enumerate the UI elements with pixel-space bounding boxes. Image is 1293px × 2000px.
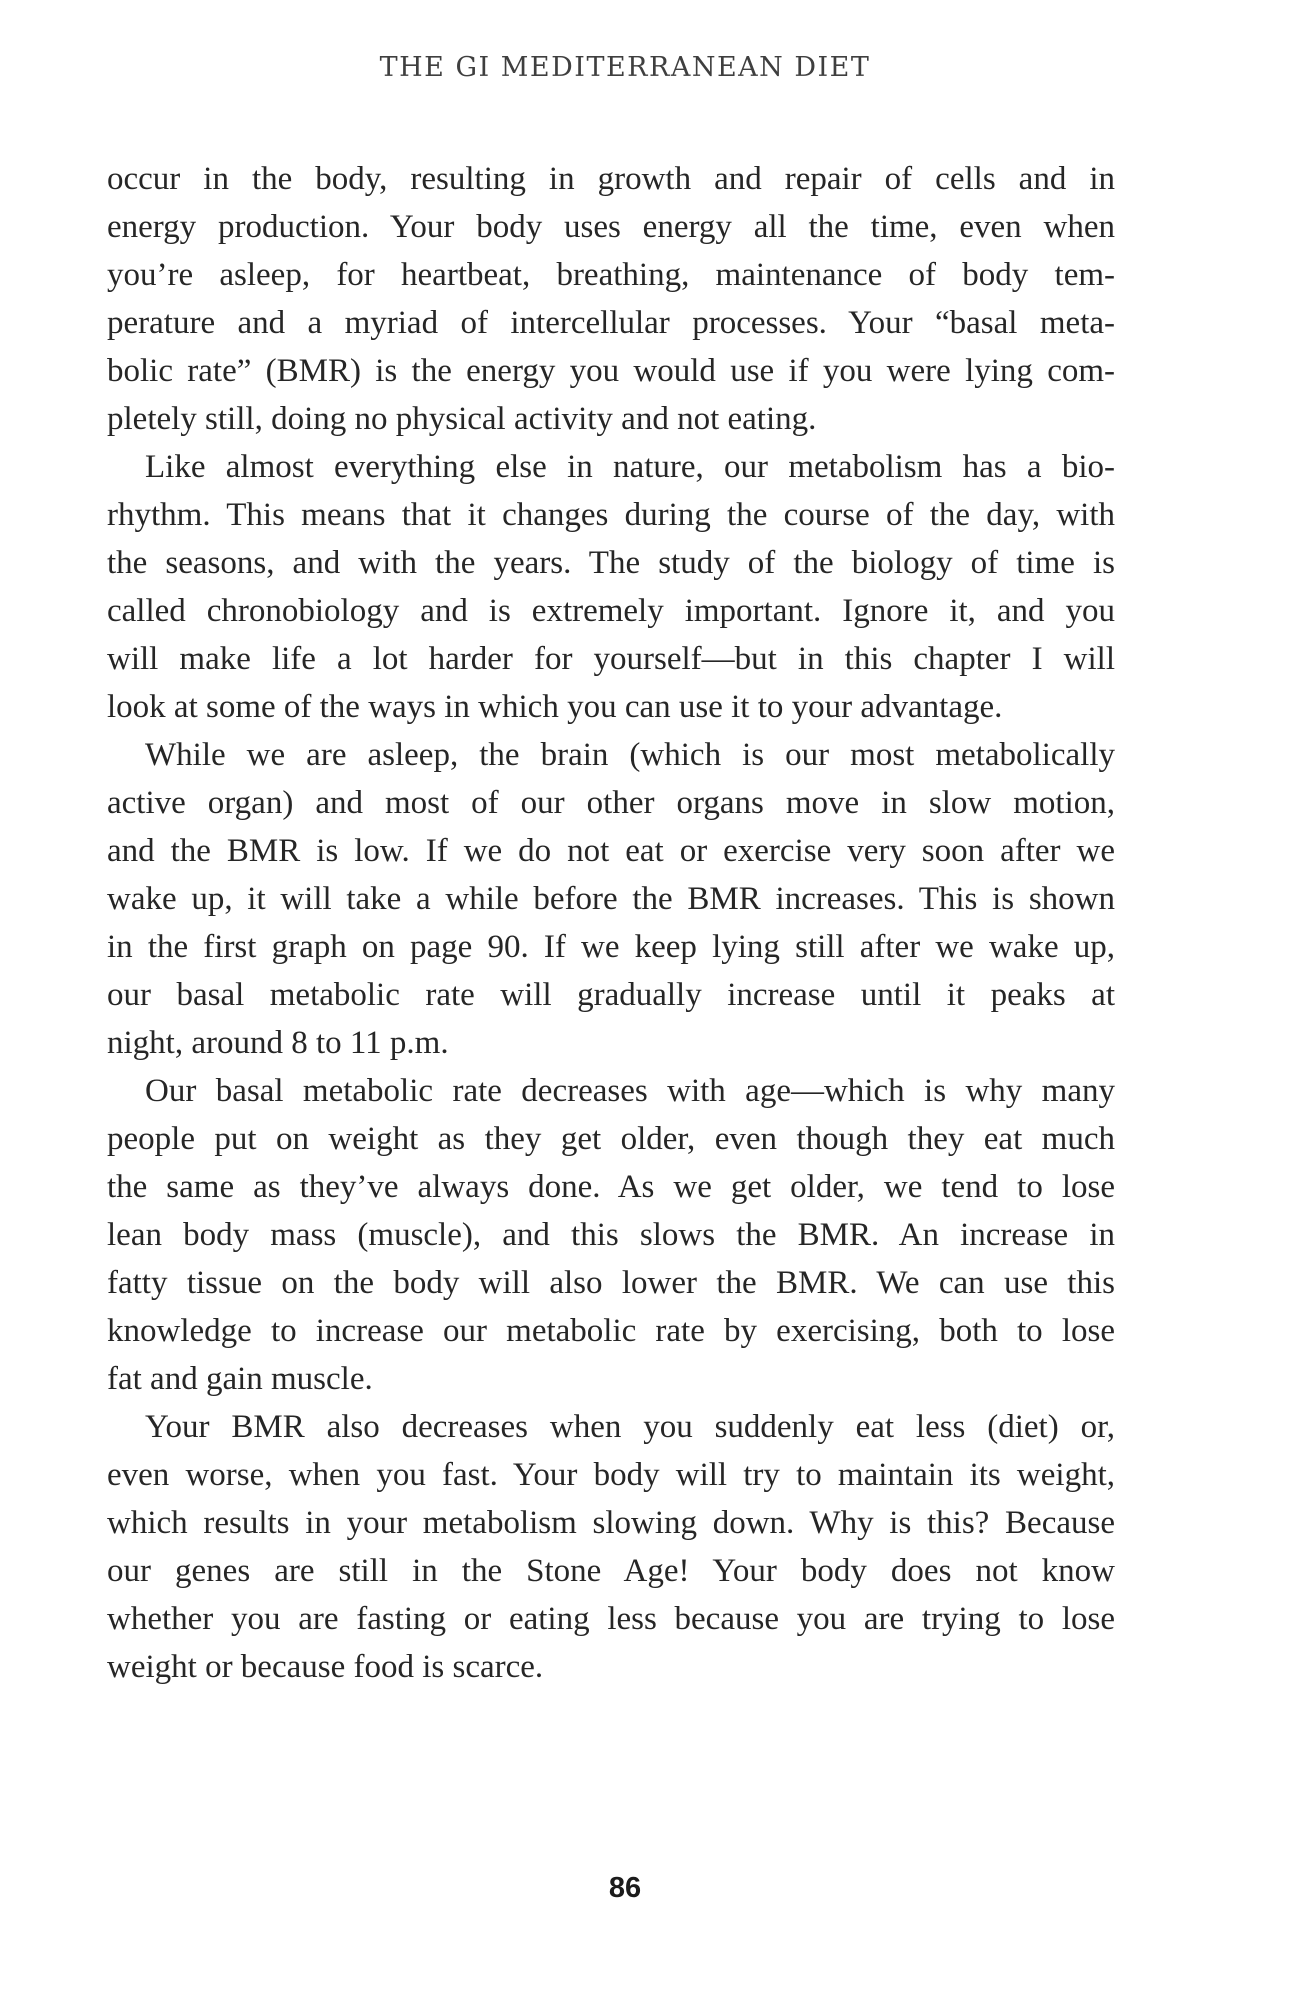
text-line: you’re asleep, for heartbeat, breathing, maintenance of body tem- — [107, 257, 1115, 293]
text-line: energy production. Your body uses energy all the time, even when — [107, 209, 1115, 245]
text-line: pletely still, doing no physical activity and not eating. — [107, 401, 817, 437]
text-line: night, around 8 to 11 p.m. — [107, 1025, 449, 1061]
text-line: whether you are fasting or eating less because you are trying to lose — [107, 1601, 1115, 1637]
text-line: occur in the body, resulting in growth and repair of cells and in — [107, 161, 1115, 197]
text-line: and the BMR is low. If we do not eat or exercise very soon after we — [107, 833, 1115, 869]
text-line: Our basal metabolic rate decreases with age—which is why many — [145, 1073, 1115, 1109]
text-line: While we are asleep, the brain (which is our most metabolically — [145, 737, 1115, 773]
text-line: the same as they’ve always done. As we get older, we tend to lose — [107, 1169, 1115, 1205]
text-line: bolic rate” (BMR) is the energy you would use if you were lying com- — [107, 353, 1115, 389]
text-line: which results in your metabolism slowing down. Why is this? Because — [107, 1505, 1115, 1541]
text-line: people put on weight as they get older, even though they eat much — [107, 1121, 1115, 1157]
text-line: the seasons, and with the years. The study of the biology of time is — [107, 545, 1115, 581]
paragraph — [107, 155, 1115, 443]
text-line: fat and gain muscle. — [107, 1361, 373, 1397]
text-line: fatty tissue on the body will also lower the BMR. We can use this — [107, 1265, 1115, 1301]
paragraph — [107, 1403, 1115, 1691]
text-line: even worse, when you fast. Your body will try to maintain its weight, — [107, 1457, 1115, 1493]
text-line: Like almost everything else in nature, our metabolism has a bio- — [145, 449, 1115, 485]
paragraph — [107, 1067, 1115, 1403]
text-line: called chronobiology and is extremely important. Ignore it, and you — [107, 593, 1115, 629]
text-line: weight or because food is scarce. — [107, 1649, 544, 1685]
text-line: our genes are still in the Stone Age! Your body does not know — [107, 1553, 1115, 1589]
body-text — [107, 155, 1115, 1691]
text-line: look at some of the ways in which you can use it to your advantage. — [107, 689, 1003, 725]
paragraph — [107, 443, 1115, 731]
text-line: knowledge to increase our metabolic rate by exercising, both to lose — [107, 1313, 1115, 1349]
page-number: 86 — [608, 1872, 642, 1904]
text-line: in the first graph on page 90. If we keep lying still after we wake up, — [107, 929, 1115, 965]
text-line: Your BMR also decreases when you suddenly eat less (diet) or, — [145, 1409, 1115, 1445]
text-line: lean body mass (muscle), and this slows the BMR. An increase in — [107, 1217, 1115, 1253]
text-line: active organ) and most of our other organs move in slow motion, — [107, 785, 1115, 821]
paragraph — [107, 731, 1115, 1067]
text-line: will make life a lot harder for yourself—but in this chapter I will — [107, 641, 1115, 677]
text-line: perature and a myriad of intercellular processes. Your “basal meta- — [107, 305, 1115, 341]
running-head: THE GI MEDITERRANEAN DIET — [379, 52, 871, 83]
text-line: wake up, it will take a while before the BMR increases. This is shown — [107, 881, 1115, 917]
text-line: our basal metabolic rate will gradually increase until it peaks at — [107, 977, 1115, 1013]
text-line: rhythm. This means that it changes during the course of the day, with — [107, 497, 1115, 533]
